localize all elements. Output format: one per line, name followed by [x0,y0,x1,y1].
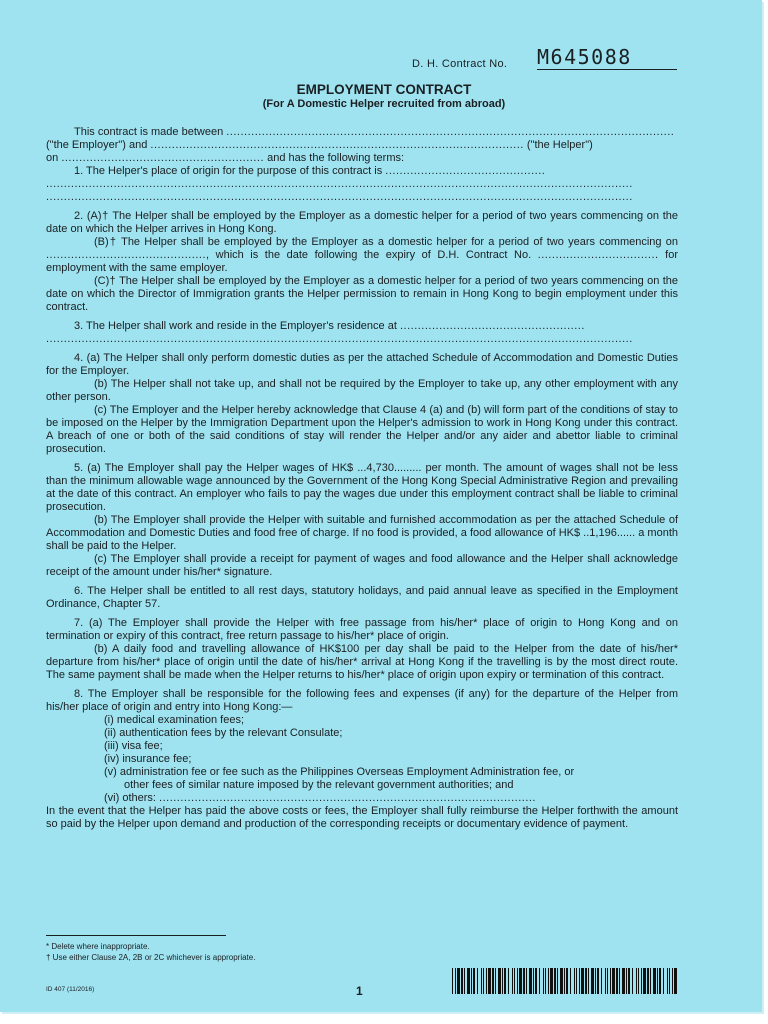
barcode [452,968,680,994]
barcode-bar [481,968,482,994]
barcode-bar [576,968,577,994]
barcode-bar [486,968,487,994]
barcode-bar [667,968,668,994]
barcode-bar [477,968,478,994]
clause-7a: 7. (a) The Employer shall provide the Helper with free passage from his/her* place of origin to Hong Kong and on termination or expiry of this contract, free return passage to his/her* place of origin. [46,617,678,642]
barcode-bar [533,968,534,994]
barcode-bar [504,968,506,994]
barcode-bar [638,968,639,994]
document-subtitle: (For A Domestic Helper recruited from abroad) [262,98,506,110]
clause-3-blank: ..................................................................................................................................................................... [46,333,633,345]
barcode-bar [566,968,568,994]
barcode-bar [529,968,532,994]
barcode-bar [605,968,606,994]
barcode-bar [473,968,475,994]
barcode-bar [498,968,501,994]
contract-number-label: D. H. Contract No. [412,58,508,70]
barcode-bar [457,968,460,994]
barcode-bar [570,968,571,994]
barcode-bar [591,968,594,994]
clause-4a: 4. (a) The Helper shall only perform domestic duties as per the attached Schedule of Accommodation and Domestic Duties for the Employer. [46,352,678,377]
barcode-bar [641,968,642,994]
barcode-bar [545,968,546,994]
barcode-bar [574,968,575,994]
clause-7b: (b) A daily food and travelling allowance of HK$100 per day shall be paid to the Helper from the date of his/her* departure from his/her* place of origin until the date of his/her* arrival at Hong Kong if the travelling is by the most direct route. The same payment shall be made when the Helper returns to his/her* place of origin upon expiry or termination of this contract. [46,643,678,681]
barcode-bar [514,968,515,994]
barcode-bar [597,968,599,994]
clause-2b: (B)† The Helper shall be employed by the Employer as a domestic helper for a period of two years commencing on ............................................., which is the date following the expiry of D.H. Contract No. .................................. for employment with the same employer. [46,236,678,274]
fees-list [104,714,678,805]
barcode-bar [669,968,670,994]
barcode-bar [610,968,611,994]
barcode-bar [523,968,525,994]
barcode-bar [636,968,637,994]
barcode-bar [653,968,656,994]
barcode-bar [650,968,651,994]
barcode-bar [502,968,503,994]
intro-line-3: on ......................................................... and has the following terms: [46,152,405,164]
barcode-bar [467,968,470,994]
list-item: (ii) authentication fees by the relevant Consulate; [104,727,343,739]
barcode-bar [548,968,549,994]
barcode-bar [659,968,661,994]
barcode-bar [517,968,518,994]
barcode-bar [550,968,553,994]
list-item: other fees of similar nature imposed by the relevant government authorities; and [124,779,514,791]
clause-6: 6. The Helper shall be entitled to all rest days, statutory holidays, and paid annual leave as specified in the Employment Ordinance, Chapter 57. [46,585,678,610]
list-item: (iv) insurance fee; [104,753,192,765]
barcode-bar [581,968,584,994]
barcode-bar [643,968,646,994]
barcode-bar [483,968,484,994]
barcode-bar [607,968,608,994]
clause-5a: 5. (a) The Employer shall pay the Helper wages of HK$ ...4,730......... per month. The amount of wages shall not be less than the minimum allowable wage announced by the Government of the Hong Kong Special Administrative Region and prevailing at the date of this contract. An employer who fails to pay the wages due under this employment contract shall be liable to criminal prosecution. [46,462,678,513]
barcode-bar [622,968,625,994]
intro-line-1: This contract is made between .............................................................................................................................. [74,126,675,138]
form-id: ID 407 (11/2016) [46,986,95,993]
footnote-delete: * Delete where inappropriate. [46,942,150,951]
barcode-bar [616,968,618,994]
list-item: (vi) others: .......................................................................................................... [104,792,536,804]
barcode-bar [564,968,565,994]
barcode-bar [535,968,537,994]
barcode-bar [471,968,472,994]
barcode-bar [585,968,587,994]
clause-5c: (c) The Employer shall provide a receipt for payment of wages and food allowance and the Helper shall acknowledge receipt of the amount under his/her* signature. [46,553,678,578]
barcode-bar [674,968,677,994]
list-item: (v) administration fee or fee such as the Philippines Overseas Employment Administration fee, or [104,766,575,778]
barcode-bar [601,968,602,994]
barcode-bar [461,968,463,994]
footnote-clause-2: † Use either Clause 2A, 2B or 2C whichever is appropriate. [46,953,256,962]
clause-1-blank-2: ..................................................................................................................................................................... [46,191,633,203]
barcode-bar [519,968,522,994]
document-title: EMPLOYMENT CONTRACT [296,82,472,97]
list-item: (i) medical examination fees; [104,714,245,726]
barcode-bar [492,968,494,994]
barcode-bar [526,968,527,994]
clause-8-reimbursement: In the event that the Helper has paid the above costs or fees, the Employer shall fully reimburse the Helper forthwith the amount so paid by the Helper upon demand and production of the corresponding receipts or documentary evidence of payment. [46,805,678,830]
list-item: (iii) visa fee; [104,740,163,752]
barcode-bar [628,968,630,994]
clause-2a: 2. (A)† The Helper shall be employed by the Employer as a domestic helper for a period of two years commencing on the date on which the Helper arrives in Hong Kong. [46,210,678,235]
clause-4b: (b) The Helper shall not take up, and shall not be required by the Employer to take up, any other employment with any other person. [46,378,678,403]
clause-2c: (C)† The Helper shall be employed by the Employer as a domestic helper for a period of two years commencing on the date on which the Director of Immigration grants the Helper permission to remain in Hong Kong to begin employment under this contract. [46,275,678,313]
barcode-bar [560,968,563,994]
barcode-bar [612,968,615,994]
clause-5b: (b) The Employer shall provide the Helper with suitable and furnished accommodation as per the attached Schedule of Accommodation and Domestic Duties and food free of charge. If no food is provided, a food allowance of HK$ ..1,196...... a month shall be paid to the Helper. [46,514,678,552]
barcode-bar [512,968,513,994]
footnote-divider [46,935,226,936]
barcode-bar [579,968,580,994]
barcode-bar [647,968,649,994]
barcode-bar [595,968,596,994]
barcode-bar [495,968,496,994]
barcode-bar [543,968,544,994]
barcode-bar [455,968,456,994]
page-number: 1 [356,984,363,998]
clause-8: 8. The Employer shall be responsible for the following fees and expenses (if any) for the departure of the Helper from his/her place of origin and entry into Hong Kong:— [46,688,678,713]
barcode-bar [452,968,453,994]
clause-1: 1. The Helper's place of origin for the purpose of this contract is ............................................. [74,165,546,177]
clause-1-blank-1: ..................................................................................................................................................................... [46,178,633,190]
barcode-bar [554,968,556,994]
clause-3: 3. The Helper shall work and reside in the Employer's residence at .................................................... [74,320,585,332]
intro-line-2: ("the Employer") and ......................................................................................................... ("the Helper") [46,139,593,151]
barcode-bar [672,968,673,994]
clause-4c: (c) The Employer and the Helper hereby acknowledge that Clause 4 (a) and (b) will form part of the conditions of stay to be imposed on the Helper by the Immigration Department upon the Helper's admission to work in Hong Kong under this contract. A breach of one or both of the said conditions of stay will render the Helper and/or any aider and abettor liable to criminal prosecution. [46,404,678,455]
barcode-bar [464,968,465,994]
barcode-bar [588,968,589,994]
barcode-bar [619,968,620,994]
barcode-bar [657,968,658,994]
barcode-bar [557,968,558,994]
barcode-bar [488,968,491,994]
contract-body [46,126,678,831]
barcode-bar [626,968,627,994]
barcode-bar [508,968,509,994]
barcode-bar [632,968,633,994]
contract-number: M645088 [537,45,677,70]
barcode-bar [663,968,664,994]
barcode-bar [539,968,540,994]
